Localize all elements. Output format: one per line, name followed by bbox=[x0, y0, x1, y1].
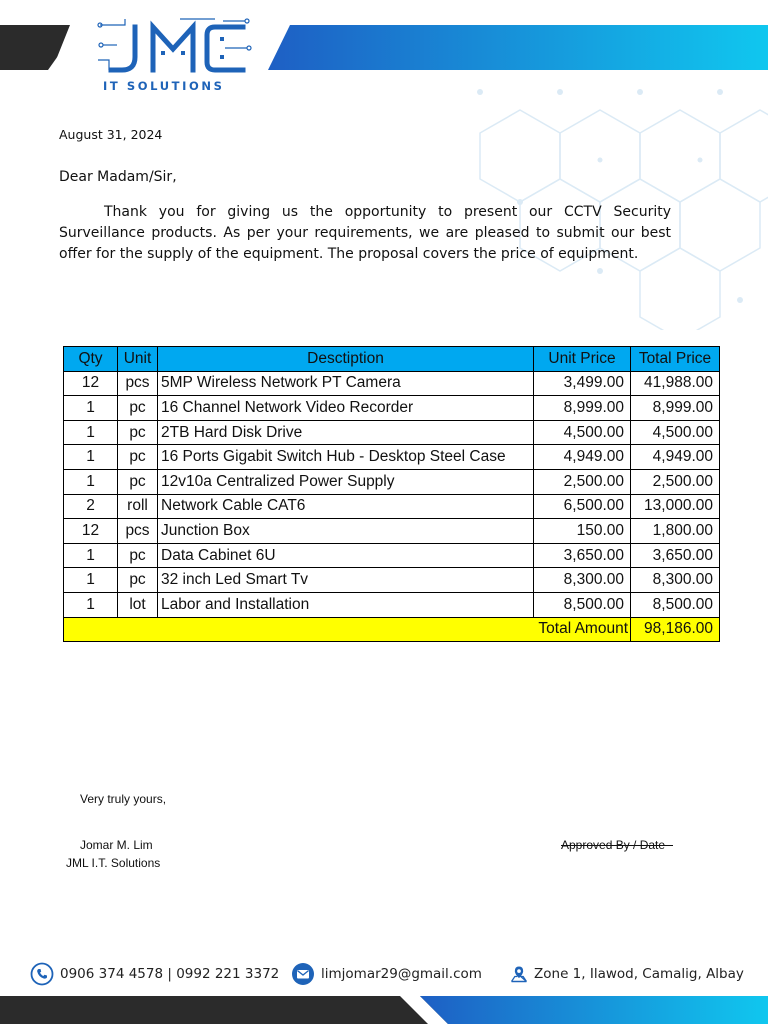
cell-unit: roll bbox=[118, 494, 158, 519]
table-row bbox=[64, 568, 720, 593]
cell-unit-price: 8,300.00 bbox=[534, 568, 631, 593]
cell-total-price: 1,800.00 bbox=[631, 519, 720, 544]
cell-description: 2TB Hard Disk Drive bbox=[158, 420, 534, 445]
cell-qty: 2 bbox=[64, 494, 118, 519]
logo-tagline: IT SOLUTIONS bbox=[103, 79, 225, 93]
signer-name: Jomar M. Lim bbox=[80, 838, 153, 852]
letter-date: August 31, 2024 bbox=[59, 127, 163, 142]
cell-total-price: 2,500.00 bbox=[631, 469, 720, 494]
footer-contacts bbox=[0, 958, 768, 990]
cell-unit: pc bbox=[118, 543, 158, 568]
cell-description: Labor and Installation bbox=[158, 592, 534, 617]
cell-unit-price: 4,949.00 bbox=[534, 445, 631, 470]
footer-banner bbox=[0, 996, 768, 1024]
cell-qty: 1 bbox=[64, 543, 118, 568]
footer-phone-text: 0906 374 4578 | 0992 221 3372 bbox=[60, 966, 280, 982]
cell-unit-price: 2,500.00 bbox=[534, 469, 631, 494]
cell-total-price: 8,500.00 bbox=[631, 592, 720, 617]
cell-unit-price: 8,999.00 bbox=[534, 396, 631, 421]
map-pin-icon bbox=[509, 962, 529, 986]
cell-unit-price: 6,500.00 bbox=[534, 494, 631, 519]
table-row bbox=[64, 592, 720, 617]
header-unit-price: Unit Price bbox=[534, 347, 631, 372]
cell-description: 32 inch Led Smart Tv bbox=[158, 568, 534, 593]
total-amount-value: 98,186.00 bbox=[631, 617, 720, 642]
footer-address-text: Zone 1, Ilawod, Camalig, Albay bbox=[534, 966, 744, 982]
quotation-table bbox=[63, 346, 720, 642]
cell-qty: 1 bbox=[64, 592, 118, 617]
cell-description: Junction Box bbox=[158, 519, 534, 544]
cell-unit: pc bbox=[118, 469, 158, 494]
footer-email-text: limjomar29@gmail.com bbox=[321, 966, 482, 982]
cell-unit: pc bbox=[118, 396, 158, 421]
cell-total-price: 8,999.00 bbox=[631, 396, 720, 421]
table-row bbox=[64, 519, 720, 544]
cell-qty: 12 bbox=[64, 371, 118, 396]
closing-line: Very truly yours, bbox=[80, 792, 167, 806]
footer-email bbox=[291, 958, 482, 990]
cell-unit-price: 8,500.00 bbox=[534, 592, 631, 617]
cell-unit-price: 3,650.00 bbox=[534, 543, 631, 568]
signer-company: JML I.T. Solutions bbox=[66, 856, 161, 870]
cell-description: Network Cable CAT6 bbox=[158, 494, 534, 519]
table-row bbox=[64, 420, 720, 445]
cell-description: 16 Ports Gigabit Switch Hub - Desktop Steel Case bbox=[158, 445, 534, 470]
total-row bbox=[64, 617, 720, 642]
total-row-spacer bbox=[64, 617, 534, 642]
cell-qty: 1 bbox=[64, 469, 118, 494]
header-unit: Unit bbox=[118, 347, 158, 372]
cell-unit: pcs bbox=[118, 371, 158, 396]
total-amount-label: Total Amount bbox=[534, 617, 631, 642]
footer-address bbox=[509, 958, 744, 990]
cell-unit: lot bbox=[118, 592, 158, 617]
table-header-row bbox=[64, 347, 720, 372]
table-row bbox=[64, 469, 720, 494]
cell-unit-price: 150.00 bbox=[534, 519, 631, 544]
approved-by-label: Approved By / Date bbox=[561, 838, 666, 852]
salutation: Dear Madam/Sir, bbox=[59, 169, 177, 185]
header-total-price: Total Price bbox=[631, 347, 720, 372]
cell-description: 16 Channel Network Video Recorder bbox=[158, 396, 534, 421]
cell-unit-price: 4,500.00 bbox=[534, 420, 631, 445]
cell-total-price: 41,988.00 bbox=[631, 371, 720, 396]
cell-total-price: 4,949.00 bbox=[631, 445, 720, 470]
table-row bbox=[64, 445, 720, 470]
cell-qty: 1 bbox=[64, 396, 118, 421]
cell-total-price: 13,000.00 bbox=[631, 494, 720, 519]
cell-total-price: 3,650.00 bbox=[631, 543, 720, 568]
mail-icon bbox=[291, 962, 315, 986]
cell-total-price: 4,500.00 bbox=[631, 420, 720, 445]
cell-unit: pcs bbox=[118, 519, 158, 544]
header-qty: Qty bbox=[64, 347, 118, 372]
header-description: Desctiption bbox=[158, 347, 534, 372]
letter-body: Thank you for giving us the opportunity to present our CCTV Security Surveillance products. As per your requirements, we are pleased to submit our best offer for the supply of the equipment. The proposal covers the price of equipment. bbox=[59, 204, 671, 262]
cell-unit-price: 3,499.00 bbox=[534, 371, 631, 396]
cell-qty: 1 bbox=[64, 420, 118, 445]
table-row bbox=[64, 543, 720, 568]
cell-unit: pc bbox=[118, 420, 158, 445]
table-row bbox=[64, 396, 720, 421]
cell-description: 12v10a Centralized Power Supply bbox=[158, 469, 534, 494]
cell-description: Data Cabinet 6U bbox=[158, 543, 534, 568]
table-row bbox=[64, 494, 720, 519]
cell-description: 5MP Wireless Network PT Camera bbox=[158, 371, 534, 396]
table-row bbox=[64, 371, 720, 396]
cell-total-price: 8,300.00 bbox=[631, 568, 720, 593]
footer-phone bbox=[30, 958, 279, 990]
cell-unit: pc bbox=[118, 568, 158, 593]
cell-qty: 12 bbox=[64, 519, 118, 544]
phone-icon bbox=[30, 962, 54, 986]
cell-qty: 1 bbox=[64, 568, 118, 593]
cell-unit: pc bbox=[118, 445, 158, 470]
cell-qty: 1 bbox=[64, 445, 118, 470]
